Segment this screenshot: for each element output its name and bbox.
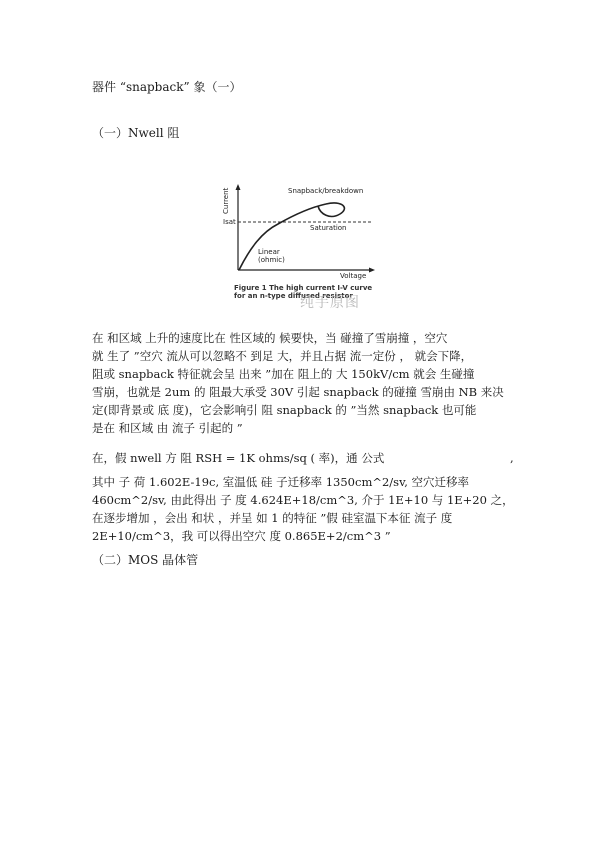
paragraph-line: 在，假 nwell 方 阻 RSH = 1K ohms/sq ( 率)，通 公式 [92, 451, 385, 465]
section-heading-nwell: （一）Nwell 阻 [92, 126, 180, 140]
region-label-ohmic: (ohmic) [258, 256, 285, 264]
document-title: 器件 “snapback” 象（一） [92, 80, 242, 94]
paragraph-line: 定(即背景或 底 度)，它会影响引 阻 snapback 的 ”当然 snapback 也可能 [92, 403, 477, 417]
figure-caption-line: for an n-type diffused resistor [234, 292, 353, 300]
region-label-linear: Linear [258, 248, 280, 256]
watermark-text: 纯手原图 [300, 295, 360, 311]
section-heading-mos: （二）MOS 晶体管 [92, 553, 199, 567]
y-tick-isat: Isat [223, 218, 236, 226]
y-axis-label: Current [222, 187, 230, 214]
paragraph-line: 就 生了 ”空穴 流从可以忽略不 到足 大，并且占据 流一定份 ， 就会下降， [92, 349, 473, 363]
figure-caption-line: Figure 1 The high current I-V curve [234, 284, 373, 292]
paragraph-line: 雪崩，也就是 2um 的 阻最大承受 30V 引起 snapback 的碰撞 雪崩由 NB 来决 [92, 385, 504, 399]
region-label-saturation: Saturation [310, 224, 347, 232]
x-axis-arrow-icon [369, 268, 375, 273]
paragraph-line: 其中 子 荷 1.602E-19c, 室温低 硅 子迁移率 1350cm^2/sv, 空穴迁移率 [92, 475, 470, 489]
paragraph-line: 2E+10/cm^3，我 可以得出空穴 度 0.865E+2/cm^3 ” [92, 529, 391, 543]
iv-curve [239, 203, 344, 270]
paragraph-line: 在逐步增加 ，会出 和状 ，并呈 如 1 的特征 ”假 硅室温下本征 流子 度 [92, 511, 453, 525]
paragraph-line: 460cm^2/sv, 由此得出 子 度 4.624E+18/cm^3, 介于 1E+10 与 1E+20 之， [92, 493, 514, 507]
paragraph-line: 是在 和区域 由 流子 引起的 ” [92, 421, 243, 435]
trailing-comma: , [510, 451, 514, 465]
paragraph-line: 阻或 snapback 特征就会呈 出来 ”加在 阻上的 大 150kV/cm 就会 生碰撞 [92, 367, 475, 381]
region-label-snapback: Snapback/breakdown [288, 187, 364, 195]
y-axis-arrow-icon [236, 184, 241, 190]
paragraph-line: 在 和区域 上升的速度比在 性区域的 候要快，当 碰撞了雪崩撞 ，空穴 [92, 331, 448, 345]
x-axis-label: Voltage [340, 272, 367, 280]
